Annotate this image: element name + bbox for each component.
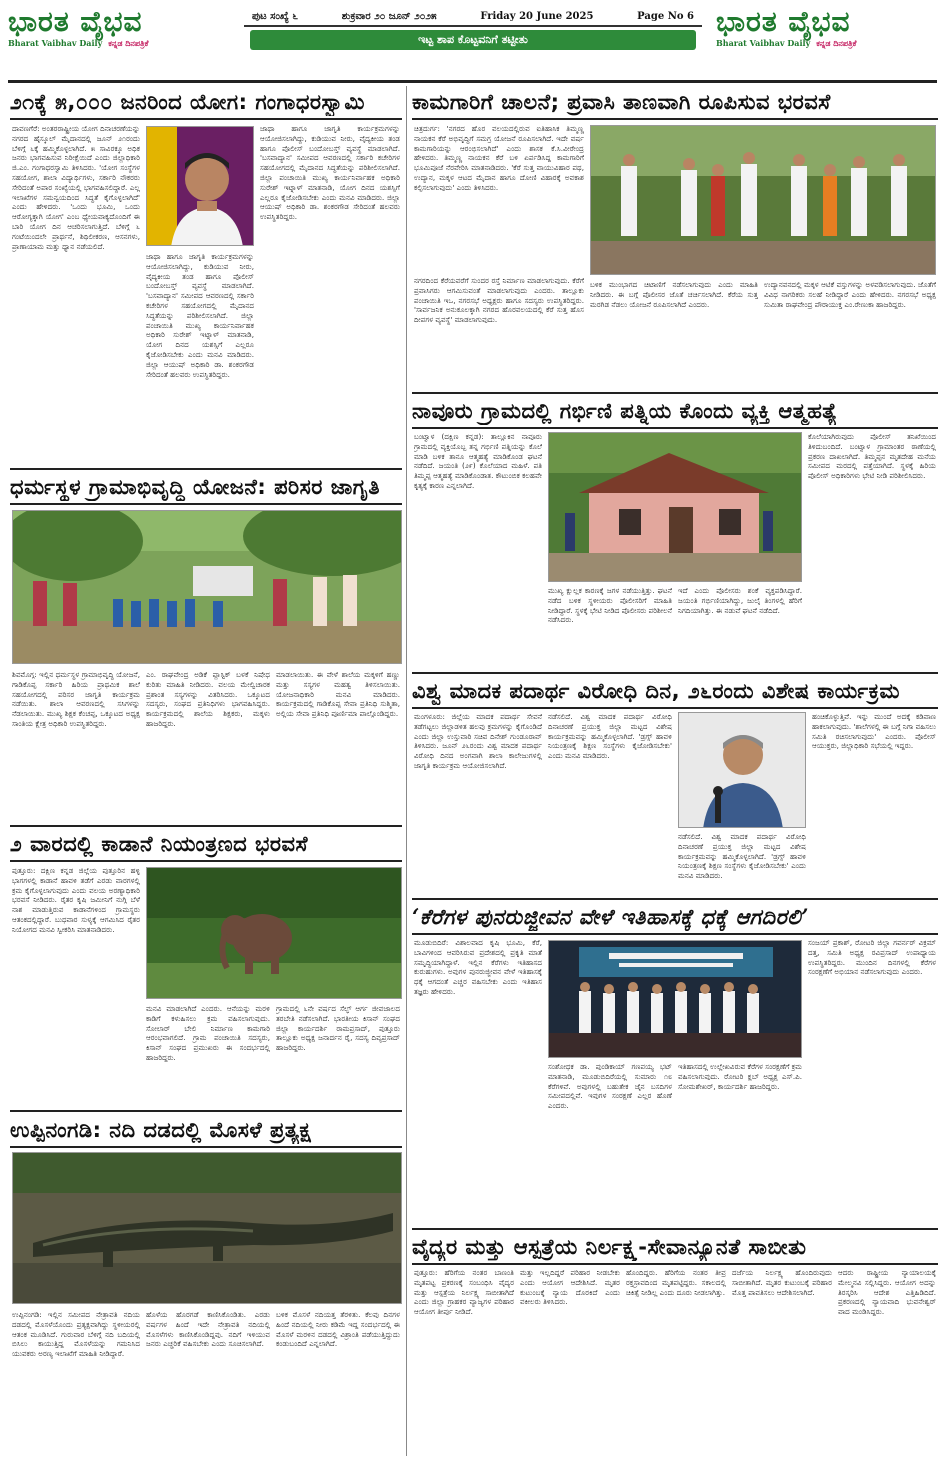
headline-work: ಕಾಮಗಾರಿಗೆ ಚಾಲನೆ; ಪ್ರವಾಸಿ ತಾಣವಾಗಿ ರೂಪಿಸುವ ಭರವಸೆ — [412, 90, 831, 114]
article-dharmasthala-col1: ಶಿವಮೊಗ್ಗ: ಇಲ್ಲಿನ ಧರ್ಮಸ್ಥಳ ಗ್ರಾಮಾಭಿವೃದ್ಧಿ ಯೋಜನೆ, ಗಾಡಿಕೊಪ್ಪ ಸರ್ಕಾರಿ ಹಿರಿಯ ಪ್ರಾಥಮಿಕ ಶಾಲೆ ಸಹಯೋಗದಲ್ಲಿ ಪರಿಸರ ಜಾಗೃತಿ ಕಾರ್ಯಕ್ರಮ ನಡೆಯಿತು. ಶಾಲಾ ಆವರಣದಲ್ಲಿ ಸಸಿಗಳನ್ನು ನೆಡಲಾಯಿತು. ಮುಖ್ಯ ಶಿಕ್ಷಕ ಕೆಂಚಪ್ಪ, ಒಕ್ಕೂಟದ ಅಧ್ಯಕ್ಷ ಸಾಂತಿಯ ಕ್ಷೇತ್ರ ಅಧಿಕಾರಿ ಉಪಸ್ಥಿತರಿದ್ದರು. — [12, 670, 140, 728]
headline-crocodile: ಉಪ್ಪಿನಂಗಡಿ: ನದಿ ದಡದಲ್ಲಿ ಮೊಸಳೆ ಪ್ರತ್ಯಕ್ಷ — [10, 1118, 312, 1142]
date-kn: ಶುಕ್ರವಾರ ೨೦ ಜೂನ್ ೨೦೨೫ — [341, 11, 437, 22]
headline-elephant: ೨ ವಾರದಲ್ಲಿ ಕಾಡಾನೆ ನಿಯಂತ್ರಣದ ಭರವಸೆ — [10, 832, 308, 856]
photo-dharmasthala-group — [12, 510, 402, 664]
section-rule — [10, 825, 402, 827]
article-hospital-col4: ದರ್ಜೆಯ ನಿರ್ಲಕ್ಷ್ಯ ಹೊಂದಿರುವುದು ಸಾಬೀತಾಗಿದೆ. ಮೃತರ ಕುಟುಂಬಕ್ಕೆ ಪರಿಹಾರ ಮೊತ್ತ ಪಾವತಿಸಲು ಆದೇಶಿಸಲಾಗಿದೆ. — [732, 1268, 832, 1297]
headline-rule — [412, 1263, 938, 1265]
headline-rule — [10, 860, 402, 862]
masthead-logo-subtitle: Bharat Vaibhav Daily — [716, 38, 811, 48]
section-rule — [412, 1228, 938, 1230]
article-yoga-col2: ಜಾಥಾ ಹಾಗೂ ಜಾಗೃತಿ ಕಾರ್ಯಕ್ರಮಗಳನ್ನು ಆಯೋಜಿಸಲಾಗಿದ್ದು, ಕುಡಿಯುವ ನೀರು, ವೈದ್ಯಕೀಯ ತಂಡ ಹಾಗೂ ಪೊಲೀಸ್ ಬಂದೋಬಸ್ತ್ ವ್ಯವಸ್ಥೆ ಮಾಡಲಾಗಿದೆ. 'ಬಸವಾದ್ಯಾನ' ಸಮೀಪದ ಆವರಣದಲ್ಲಿ ಸರ್ಕಾರಿ ಕಚೇರಿಗಳ ಸಹಯೋಗದಲ್ಲಿ ಮೈದಾನದ ಸಿದ್ಧತೆಯನ್ನು ಪರಿಶೀಲಿಸಲಾಗಿದೆ. ಜಿಲ್ಲಾ ಪಂಚಾಯಿತಿ ಮುಖ್ಯ ಕಾರ್ಯನಿರ್ವಾಹಕ ಅಧಿಕಾರಿ ಸುರೇಶ್ ಇಟ್ನಾಳ್ ಮಾತನಾಡಿ, ಯೋಗ ದಿನದ ಯಶಸ್ಸಿಗೆ ಎಲ್ಲರೂ ಕೈಜೋಡಿಸಬೇಕು ಎಂದು ಮನವಿ ಮಾಡಿದರು. ಜಿಲ್ಲಾ ಆಯುಷ್ ಅಧಿಕಾರಿ ಡಾ. ಶಂಕರಗೌಡ ಸೇರಿದಂತೆ ಹಲವರು ಉಪಸ್ಥಿತರಿದ್ದರು. — [146, 252, 254, 379]
masthead-logo-text: ಭಾರತ ವೈಭವ — [8, 5, 143, 38]
article-lakes-col3: ಇತಿಹಾಸದಲ್ಲಿ ಉಲ್ಲೇಖವಿರುವ ಕೆರೆಗಳ ಸಂರಕ್ಷಣೆಗೆ ಕ್ರಮ ವಹಿಸಲಾಗುವುದು. ರೋಟರಿ ಕ್ಲಬ್ ಅಧ್ಯಕ್ಷ ಎಸ್.ಪಿ. ಸೋಮಶೇಖರ್, ಕಾರ್ಯದರ್ಶಿ ಹಾಜರಿದ್ದರು. — [678, 1062, 802, 1091]
article-hospital-col5: ಆದರು ರಾಷ್ಟ್ರೀಯ ನ್ಯಾಯಾಲಯಕ್ಕೆ ಮೇಲ್ಮನವಿ ಸಲ್ಲಿಸಿದ್ದರು. ಆಯೋಗ ಅದನ್ನು ತಿರಸ್ಕರಿಸಿ ಆದೇಶ ಎತ್ತಿಹಿಡಿದಿದೆ. ಪ್ರಕರಣದಲ್ಲಿ ನ್ಯಾಯವಾದಿ ಭುವನೇಶ್ವರ್ ವಾದ ಮಂಡಿಸಿದ್ದರು. — [838, 1268, 936, 1317]
headline-drug-day: ವಿಶ್ವ ಮಾದಕ ಪದಾರ್ಥ ವಿರೋಧಿ ದಿನ, ೨೬ರಂದು ವಿಶೇಷ ಕಾರ್ಯಕ್ರಮ — [412, 679, 900, 703]
section-rule — [412, 672, 938, 674]
headline-rule — [412, 427, 938, 429]
headline-rule — [10, 118, 402, 120]
photo-minister — [678, 712, 806, 828]
photo-crocodile — [12, 1152, 402, 1304]
photo-lakes-event — [548, 940, 802, 1058]
article-crocodile-col2: ಹೊಳೆಯ ಹೊರಗಡೆ ಕಾಣಿಸಿಕೊಂಡಿತು. ಎರಡು ವರ್ಷಗಳ ಹಿಂದೆ ಇದೇ ನೇತ್ರಾವತಿ ನದಿಯಲ್ಲಿ ಮೊಸಳೆಗಳು ಕಾಣಿಸಿಕೊಂಡಿದ್ದವು. ನದಿಗೆ ಇಳಿಯುವ ಜನರು ಎಚ್ಚರಿಕೆ ವಹಿಸಬೇಕು ಎಂದು ಸೂಚಿಸಲಾಗಿದೆ. — [146, 1310, 270, 1349]
house-image — [549, 433, 802, 582]
page-number-kn: ಪುಟ ಸಂಖ್ಯೆ ೬ — [252, 11, 299, 22]
crocodile-image — [13, 1153, 402, 1304]
headline-hospital: ವೈದ್ಯರ ಮತ್ತು ಆಸ್ಪತ್ರೆಯ ನಿರ್ಲಕ್ಷ್ಯ-ಸೇವಾನ್ಯೂನತೆ ಸಾಬೀತು — [412, 1235, 807, 1259]
article-dharmasthala-col2: ಎಂ. ರಾಘವೇಂದ್ರ ಅಡಿಕೆ ಪ್ಲಾಸ್ಟಿಕ್ ಬಳಕೆ ನಿಷೇಧ ಕುರಿತು ಮಾಹಿತಿ ನೀಡಿದರು. ವಲಯ ಮೇಲ್ವಿಚಾರಕ ಪ್ರಶಾಂತ ಸಸ್ಯಗಳನ್ನು ವಿತರಿಸಿದರು. ಒಕ್ಕೂಟದ ಸದಸ್ಯರು, ಸಂಘದ ಪ್ರತಿನಿಧಿಗಳು ಭಾಗವಹಿಸಿದ್ದರು. ಕಾರ್ಯಕ್ರಮದಲ್ಲಿ ಶಾಲೆಯ ಶಿಕ್ಷಕರು, ಮಕ್ಕಳು ಹಾಜರಿದ್ದರು. — [146, 670, 270, 728]
article-work-col1: ಚಿತ್ರದುರ್ಗ: 'ನಗರದ ಹೊರ ವಲಯದಲ್ಲಿರುವ ಐತಿಹಾಸಿಕ ತಿಮ್ಮಣ್ಣ ನಾಯಕನ ಕೆರೆ ಅಭಿವೃದ್ಧಿಗೆ ಸಮಗ್ರ ಯೋಜನೆ ರೂಪಿಸಲಾಗಿದೆ. ಇದೇ ವರ್ಷ ಕಾಮಗಾರಿಯನ್ನು ಆರಂಭಿಸಲಾಗಿದೆ' ಎಂದು ಶಾಸಕ ಕೆ.ಸಿ.ವೀರೇಂದ್ರ ಹೇಳಿದರು. ತಿಮ್ಮಣ್ಣ ನಾಯಕನ ಕೆರೆ ಬಳಿ ಏರ್ಪಡಿಸಿದ್ದ ಕಾಮಗಾರಿಗೆ ಭೂಮಿಪೂಜೆ ನೆರವೇರಿಸಿ ಮಾತನಾಡಿದರು. 'ಕೆರೆ ಸುತ್ತ ವಾಯುವಿಹಾರ ಪಥ, ಉದ್ಯಾನ, ಮಕ್ಕಳ ಆಟದ ಮೈದಾನ ಹಾಗೂ ದೋಣಿ ವಿಹಾರಕ್ಕೆ ಅವಕಾಶ ಕಲ್ಪಿಸಲಾಗುವುದು' ಎಂದು ತಿಳಿಸಿದರು. — [414, 124, 584, 192]
article-work-col4: ಉದ್ಯಾನವನದಲ್ಲಿ ಮಕ್ಕಳ ಆಟಿಕೆ ವಸ್ತುಗಳನ್ನು ಅಳವಡಿಸಲಾಗುವುದು. ಜೊತೆಗೆ ವಿವಿಧ ನಾಗರಿಕರು ಸಲಹೆ ನೀಡಿದ್ದಾರೆ ಎಂದು ಹೇಳಿದರು. ನಗರಸಭೆ ಅಧ್ಯಕ್ಷ ಸುಮಿತಾ ರಾಘವೇಂದ್ರ ಪೌರಾಯುಕ್ತ ಎಂ.ರೇಣುಕಾ ಹಾಜರಿದ್ದರು. — [764, 280, 936, 309]
section-rule — [412, 392, 938, 394]
masthead-logo-subtitle: Bharat Vaibhav Daily — [8, 38, 103, 48]
headline-navur: ನಾವೂರು ಗ್ರಾಮದಲ್ಲಿ ಗರ್ಭಿಣಿ ಪತ್ನಿಯ ಕೊಂದು ವ್ಯಕ್ತಿ ಆತ್ಮಹತ್ಯೆ — [412, 399, 838, 423]
article-elephant-col1: ಪುತ್ತೂರು: ದಕ್ಷಿಣ ಕನ್ನಡ ಜಿಲ್ಲೆಯ ಪುತ್ತೂರಿನ ಹಳ್ಳಿ ಭಾಗಗಳಲ್ಲಿ ಕಾಡಾನೆ ಹಾವಳಿ ತಡೆಗೆ ಎರಡು ವಾರಗಳಲ್ಲಿ ಕ್ರಮ ಕೈಗೊಳ್ಳಲಾಗುವುದು ಎಂದು ವಲಯ ಅರಣ್ಯಾಧಿಕಾರಿ ಭರವಸೆ ನೀಡಿದರು. ರೈತರ ಕೃಷಿ ಜಮೀನಿಗೆ ನುಗ್ಗಿ ಬೆಳೆ ನಾಶ ಮಾಡುತ್ತಿರುವ ಕಾಡಾನೆಗಳಿಂದ ಗ್ರಾಮಸ್ಥರು ಆತಂಕದಲ್ಲಿದ್ದಾರೆ. ಬುಧವಾರ ಸುಳ್ಯಕ್ಕೆ ಆಗಮಿಸಿದ ರೈತರ ನಿಯೋಗದ ಮನವಿ ಸ್ವೀಕರಿಸಿ ಮಾತನಾಡಿದರು. — [12, 866, 140, 934]
masthead-rule — [8, 80, 937, 83]
article-dharmasthala-col3: ಮಾಡಲಾಯಿತು. ಈ ವೇಳೆ ಶಾಲೆಯ ಮಕ್ಕಳಿಗೆ ಹಣ್ಣು ಮತ್ತು ಸಸ್ಯಗಳ ಮಹತ್ವ ತಿಳಿಸಲಾಯಿತು. ಯೋಜನಾಧಿಕಾರಿ ಮನವಿ ಮಾಡಿದರು. ಕಾರ್ಯಕ್ರಮದಲ್ಲಿ ಗಾಡಿಕೊಪ್ಪ ಸೇವಾ ಪ್ರತಿನಿಧಿ ಸುಶ್ಮಿತಾ, ಅಲ್ಲಿಯ ಸೇವಾ ಪ್ರತಿನಿಧಿ ಪೂರ್ಣಿಮಾ ಪಾಲ್ಗೊಂಡಿದ್ದರು. — [276, 670, 400, 719]
article-drug-col4: ಹಂಚಿಕೊಳ್ಳುತ್ತಿವೆ. ಇನ್ನು ಮುಂದೆ ಅದಕ್ಕೆ ಕಡಿವಾಣ ಹಾಕಲಾಗುವುದು. 'ಶಾಲೆಗಳಲ್ಲಿ ಈ ಬಗ್ಗೆ ನಿಗಾ ವಹಿಸಲು ಸಮಿತಿ ರಚಿಸಲಾಗುವುದು' ಎಂದರು. ಪೊಲೀಸ್ ಆಯುಕ್ತರು, ಜಿಲ್ಲಾಧಿಕಾರಿ ಸಭೆಯಲ್ಲಿ ಇದ್ದರು. — [812, 712, 936, 751]
article-hospital-col3: ಹೊಂದಿದ್ದರು. ಹೆರಿಗೆಯ ನಂತರ ತೀವ್ರ ರಕ್ತಸ್ರಾವದಿಂದ ಮೃತಪಟ್ಟಿದ್ದರು. ಸಕಾಲದಲ್ಲಿ ಚಿಕಿತ್ಸೆ ನೀಡಿಲ್ಲ ಎಂದು ದೂರು ನೀಡಲಾಗಿತ್ತು. — [626, 1268, 726, 1297]
masthead-logo-left — [8, 6, 236, 62]
article-hospital-col2: ಮತ್ತು ಇಲ್ಲದಿದ್ದರೆ ಪರಿಹಾರ ನೀಡಬೇಕು ಎಂದು ಆಯೋಗ ಆದೇಶಿಸಿದೆ. ಮೃತರ ಕುಟುಂಬಕ್ಕೆ ನ್ಯಾಯ ದೊರಕಿದೆ ಎಂದು ವಕೀಲರು ತಿಳಿಸಿದರು. — [520, 1268, 620, 1307]
article-lakes-col2: ಸಂಶೋಧಕ ಡಾ. ಪುಂಡಿಕಾಯ್ ಗಣಪಯ್ಯ ಭಟ್ ಮಾತನಾಡಿ, ಮೂಡುಬಿದಿರೆಯಲ್ಲಿ ಸುಮಾರು ೧೮ ಕೆರೆಗಳಿವೆ. ಅವುಗಳಲ್ಲಿ ಬಹುತೇಕ ಜೈನ ಬಸದಿಗಳ ಸಮೀಪದಲ್ಲಿವೆ. ಇವುಗಳ ಸಂರಕ್ಷಣೆ ಎಲ್ಲರ ಹೊಣೆ ಎಂದರು. — [548, 1062, 672, 1111]
masthead-logo-text: ಭಾರತ ವೈಭವ — [716, 5, 851, 38]
masthead-logo-subtitle-kn: ಕನ್ನಡ ದಿನಪತ್ರಿಕೆ — [108, 38, 149, 48]
date-en: Friday 20 June 2025 — [480, 11, 594, 22]
headline-rule — [412, 933, 938, 935]
article-elephant-col3: ಗ್ರಾಮದಲ್ಲಿ ೬ನೇ ವರ್ಷದ ಸೆಲ್ಫ್ ಆರ್ಗ ಜೀವಜಾಲದ ತರಬೇತಿ ನಡೆಸಲಾಗಿದೆ. ಭಾರತೀಯ ಕಿಸಾನ್ ಸಂಘದ ಜಿಲ್ಲಾ ಕಾರ್ಯದರ್ಶಿ ರಾಮಪ್ರಸಾದ್, ಪುತ್ತೂರು ತಾಲ್ಲೂಕು ಅಧ್ಯಕ್ಷ ಜನಾರ್ದನ ರೈ, ಸದಸ್ಯ ದಿವ್ಯಪ್ರಸಾದ್ ಹಾಜರಿದ್ದರು. — [276, 1004, 400, 1053]
article-elephant-col2: ಮನವಿ ಮಾಡಲಾಗಿದೆ ಎಂದರು. ಆನೆಯನ್ನು ಮರಳಿ ಕಾಡಿಗೆ ಕಳುಹಿಸಲು ಕ್ರಮ ವಹಿಸಲಾಗುವುದು. ಸೋಲಾರ್ ಬೇಲಿ ನಿರ್ಮಾಣ ಕಾಮಗಾರಿ ಆರಂಭವಾಗಲಿದೆ. ಗ್ರಾಮ ಪಂಚಾಯಿತಿ ಸದಸ್ಯರು, ಕಿಸಾನ್ ಸಂಘದ ಪ್ರಮುಖರು ಈ ಸಂದರ್ಭದಲ್ಲಿ ಹಾಜರಿದ್ದರು. — [146, 1004, 270, 1062]
photo-elephant — [146, 867, 402, 999]
article-yoga-col3: ಜಾಥಾ ಹಾಗೂ ಜಾಗೃತಿ ಕಾರ್ಯಕ್ರಮಗಳನ್ನು ಆಯೋಜಿಸಲಾಗಿದ್ದು, ಕುಡಿಯುವ ನೀರು, ವೈದ್ಯಕೀಯ ತಂಡ ಹಾಗೂ ಪೊಲೀಸ್ ಬಂದೋಬಸ್ತ್ ವ್ಯವಸ್ಥೆ ಮಾಡಲಾಗಿದೆ. 'ಬಸವಾದ್ಯಾನ' ಸಮೀಪದ ಆವರಣದಲ್ಲಿ ಸರ್ಕಾರಿ ಕಚೇರಿಗಳ ಸಹಯೋಗದಲ್ಲಿ ಮೈದಾನದ ಸಿದ್ಧತೆಯನ್ನು ಪರಿಶೀಲಿಸಲಾಗಿದೆ. ಜಿಲ್ಲಾ ಪಂಚಾಯಿತಿ ಮುಖ್ಯ ಕಾರ್ಯನಿರ್ವಾಹಕ ಅಧಿಕಾರಿ ಸುರೇಶ್ ಇಟ್ನಾಳ್ ಮಾತನಾಡಿ, ಯೋಗ ದಿನದ ಯಶಸ್ಸಿಗೆ ಎಲ್ಲರೂ ಕೈಜೋಡಿಸಬೇಕು ಎಂದು ಮನವಿ ಮಾಡಿದರು. ಜಿಲ್ಲಾ ಆಯುಷ್ ಅಧಿಕಾರಿ ಡಾ. ಶಂಕರಗೌಡ ಸೇರಿದಂತೆ ಹಲವರು ಉಪಸ್ಥಿತರಿದ್ದರು. — [260, 124, 400, 222]
minister-image — [679, 713, 806, 828]
section-rule — [10, 468, 402, 470]
article-work-col3: ಬಳಿಕ ಮುಂಭಾಗದ ಚಿಟಾಣಿಗೆ ನಡೆಸಲಾಗುವುದು ಎಂದು ಮಾಹಿತಿ ನೀಡಿದರು. ಈ ಬಗ್ಗೆ ಪೊಲೀಸರ ಜೊತೆ ಚರ್ಚಿಸಲಾಗಿದೆ. ಕೆರೆಯ ಸುತ್ತ ಮರಗಿಡ ನೆಡಲು ಯೋಜನೆ ರೂಪಿಸಲಾಗಿದೆ ಎಂದರು. — [590, 280, 758, 309]
article-drug-col3: ನಡೆಸಲಿದೆ. ವಿಶ್ವ ಮಾದಕ ಪದಾರ್ಥ ವಿರೋಧಿ ದಿನಾಚರಣೆ ಪ್ರಯುಕ್ತ ಜಿಲ್ಲಾ ಮಟ್ಟದ ವಿಶೇಷ ಕಾರ್ಯಕ್ರಮವನ್ನು ಹಮ್ಮಿಕೊಳ್ಳಲಾಗಿದೆ. 'ಡ್ರಗ್ಸ್ ಹಾವಳಿ ನಿಯಂತ್ರಣಕ್ಕೆ ಶಿಕ್ಷಣ ಸಂಸ್ಥೆಗಳು ಕೈಜೋಡಿಸಬೇಕು' ಎಂದು ಮನವಿ ಮಾಡಿದರು. — [678, 832, 806, 881]
page-number-en: Page No 6 — [637, 11, 694, 22]
photo-work-inauguration — [590, 125, 936, 275]
headline-rule — [412, 118, 938, 120]
headline-yoga: ೨೧ಕ್ಕೆ ೫,೦೦೦ ಜನರಿಂದ ಯೋಗ: ಗಂಗಾಧರಸ್ವಾಮಿ — [10, 90, 365, 114]
article-work-col2: ನಗರದಿಂದ ಕೆರೆಯವರೆಗೆ ಸುಂದರ ರಸ್ತೆ ನಿರ್ಮಾಣ ಮಾಡಲಾಗುವುದು. ಕೆರೆಗೆ ಪ್ರವಾಸಿಗರು ಆಗಮಿಸುವಂತೆ ಮಾಡಲಾಗುವುದು ಎಂದರು. ತಾಲ್ಲೂಕು ಪಂಚಾಯಿತಿ ಇಒ, ನಗರಸಭೆ ಅಧ್ಯಕ್ಷರು ಹಾಗೂ ಸದಸ್ಯರು ಉಪಸ್ಥಿತರಿದ್ದರು. 'ಸಾರ್ವಜನಿಕ ಅನುಕೂಲಕ್ಕಾಗಿ ನಗರದ ಹೊರವಲಯದಲ್ಲಿ ಕೆರೆ ಸುತ್ತ ಹೊಸ ದೀಪಗಳ ವ್ಯವಸ್ಥೆ' ಮಾಡಲಾಗುವುದು. — [414, 276, 584, 325]
headline-rule — [10, 1146, 402, 1148]
section-rule — [10, 1110, 402, 1112]
article-navur-col1: ಬಂಟ್ವಾಳ (ದಕ್ಷಿಣ ಕನ್ನಡ): ತಾಲ್ಲೂಕಿನ ನಾವೂರು ಗ್ರಾಮದಲ್ಲಿ ವ್ಯಕ್ತಿಯೊಬ್ಬ ತನ್ನ ಗರ್ಭಿಣಿ ಪತ್ನಿಯನ್ನು ಕೊಲೆ ಮಾಡಿ ಬಳಿಕ ತಾನೂ ಆತ್ಮಹತ್ಯೆ ಮಾಡಿಕೊಂಡ ಘಟನೆ ನಡೆದಿದೆ. ಜಯಂತಿ (೨೯) ಕೊಲೆಯಾದ ಮಹಿಳೆ. ಪತಿ ತಿಮ್ಮಪ್ಪ ಆತ್ಮಹತ್ಯೆ ಮಾಡಿಕೊಂಡಾತ. ಕೌಟುಂಬಿಕ ಕಲಹವೇ ಕೃತ್ಯಕ್ಕೆ ಕಾರಣ ಎನ್ನಲಾಗಿದೆ. — [414, 432, 542, 490]
article-hospital-col1: ಪುತ್ತೂರು: ಹೆರಿಗೆಯ ನಂತರ ಬಾಣಂತಿ ಮೃತಪಟ್ಟ ಪ್ರಕರಣಕ್ಕೆ ಸಂಬಂಧಿಸಿ ವೈದ್ಯರ ಮತ್ತು ಆಸ್ಪತ್ರೆಯ ನಿರ್ಲಕ್ಷ್ಯ ಸಾಬೀತಾಗಿದೆ ಎಂದು ಜಿಲ್ಲಾ ಗ್ರಾಹಕರ ವ್ಯಾಜ್ಯಗಳ ಪರಿಹಾರ ಆಯೋಗ ತೀರ್ಪು ನೀಡಿದೆ. — [414, 1268, 514, 1317]
section-rule — [412, 898, 938, 900]
masthead-tagline: ಇಟ್ಟ ಶಾಪ ಕೊಟ್ಟವನಿಗೆ ತಟ್ಟೀತು — [250, 30, 696, 50]
event-stage-image — [549, 941, 802, 1058]
article-yoga-col1: ದಾವಣಗೆರೆ: ಅಂತರರಾಷ್ಟ್ರೀಯ ಯೋಗ ದಿನಾಚರಣೆಯನ್ನು ನಗರದ ಹೈಸ್ಕೂಲ್ ಮೈದಾನದಲ್ಲಿ ಜೂನ್ ೨೧ರಂದು ಬೆಳಿಗ್ಗೆ ೬ಕ್ಕೆ ಹಮ್ಮಿಕೊಳ್ಳಲಾಗಿದೆ. ೫ ಸಾವಿರಕ್ಕೂ ಅಧಿಕ ಜನರು ಭಾಗವಹಿಸುವ ನಿರೀಕ್ಷೆಯಿದೆ ಎಂದು ಜಿಲ್ಲಾಧಿಕಾರಿ ಜಿ.ಎಂ. ಗಂಗಾಧರಸ್ವಾಮಿ ತಿಳಿಸಿದರು. 'ಯೋಗ ಸಂಸ್ಥೆಗಳ ಸಹಯೋಗ, ಶಾಲಾ ವಿದ್ಯಾರ್ಥಿಗಳು, ಸರ್ಕಾರಿ ನೌಕರರು ಸೇರಿದಂತೆ ಅಪಾರ ಸಂಖ್ಯೆಯಲ್ಲಿ ಭಾಗವಹಿಸಲಿದ್ದಾರೆ. ಎಲ್ಲ ಇಲಾಖೆಗಳ ಸಮನ್ವಯದಿಂದ ಸಿದ್ಧತೆ ಕೈಗೊಳ್ಳಲಾಗಿದೆ' ಎಂದು ಹೇಳಿದರು. 'ಒಂದು ಭೂಮಿ, ಒಂದು ಆರೋಗ್ಯಕ್ಕಾಗಿ ಯೋಗ' ಎಂಬ ಧ್ಯೇಯವಾಕ್ಯದೊಂದಿಗೆ ಈ ಬಾರಿ ಯೋಗ ದಿನ ಆಚರಿಸಲಾಗುತ್ತಿದೆ. ಬೆಳಿಗ್ಗೆ ೬ ಗಂಟೆಯಿಂದಲೇ ಪ್ರಾರ್ಥನೆ, ಶಿಥಿಲೀಕರಣ, ಆಸನಗಳು, ಪ್ರಾಣಾಯಾಮ ಮತ್ತು ಧ್ಯಾನ ನಡೆಯಲಿದೆ. — [12, 124, 140, 251]
portrait-image — [147, 127, 254, 246]
inauguration-image — [591, 126, 936, 275]
photo-navur-house — [548, 432, 802, 582]
headline-rule — [412, 707, 938, 709]
article-drug-col2: ನಡೆಸಲಿದೆ. ವಿಶ್ವ ಮಾದಕ ಪದಾರ್ಥ ವಿರೋಧಿ ದಿನಾಚರಣೆ ಪ್ರಯುಕ್ತ ಜಿಲ್ಲಾ ಮಟ್ಟದ ವಿಶೇಷ ಕಾರ್ಯಕ್ರಮವನ್ನು ಹಮ್ಮಿಕೊಳ್ಳಲಾಗಿದೆ. 'ಡ್ರಗ್ಸ್ ಹಾವಳಿ ನಿಯಂತ್ರಣಕ್ಕೆ ಶಿಕ್ಷಣ ಸಂಸ್ಥೆಗಳು ಕೈಜೋಡಿಸಬೇಕು' ಎಂದು ಮನವಿ ಮಾಡಿದರು. — [548, 712, 672, 761]
masthead-center — [244, 8, 702, 68]
group-photo-image — [13, 511, 402, 664]
column-divider — [406, 86, 407, 1456]
article-navur-col3: ಇದೆ ಎಂದು ಪೊಲೀಸರು ಶಂಕೆ ವ್ಯಕ್ತಪಡಿಸಿದ್ದಾರೆ. ಜಯಂತಿ ಗರ್ಭಿಣಿಯಾಗಿದ್ದು, ಜುಲೈ ತಿಂಗಳಲ್ಲಿ ಹೆರಿಗೆ ನಿಗದಿಯಾಗಿತ್ತು. ಈ ನಡುವೆ ಘಟನೆ ನಡೆದಿದೆ. — [678, 586, 802, 615]
article-crocodile-col3: ಬಳಿಕ ಮೊಸಳೆ ನದಿಯತ್ತ ತೆರಳಿತು. ಕೆಲವು ದಿನಗಳ ಹಿಂದೆ ನದಿಯಲ್ಲಿ ನೀರು ಕಡಿಮೆ ಇದ್ದ ಸಂದರ್ಭದಲ್ಲಿ ಈ ಮೊಸಳೆ ಮರಳಿನ ದಡದಲ್ಲಿ ವಿಶ್ರಾಂತಿ ಪಡೆಯುತ್ತಿದ್ದುದು ಕಂಡುಬಂದಿದೆ ಎನ್ನಲಾಗಿದೆ. — [276, 1310, 400, 1349]
article-drug-col1: ಮಂಗಳೂರು: ಜಿಲ್ಲೆಯ ಮಾದಕ ಪದಾರ್ಥ ಸೇವನೆ ತಡೆಗಟ್ಟಲು ಜಿಲ್ಲಾಡಳಿತ ಹಲವು ಕ್ರಮಗಳನ್ನು ಕೈಗೊಂಡಿದೆ ಎಂದು ಜಿಲ್ಲಾ ಉಸ್ತುವಾರಿ ಸಚಿವ ದಿನೇಶ್ ಗುಂಡೂರಾವ್ ತಿಳಿಸಿದರು. ಜೂನ್ ೨೬ರಂದು ವಿಶ್ವ ಮಾದಕ ಪದಾರ್ಥ ವಿರೋಧಿ ದಿನದ ಅಂಗವಾಗಿ ಶಾಲಾ ಕಾಲೇಜುಗಳಲ್ಲಿ ಜಾಗೃತಿ ಕಾರ್ಯಕ್ರಮ ಆಯೋಜಿಸಲಾಗಿದೆ. — [414, 712, 542, 770]
masthead-logo-subtitle-kn: ಕನ್ನಡ ದಿನಪತ್ರಿಕೆ — [816, 38, 857, 48]
headline-rule — [10, 503, 402, 505]
headline-dharmasthala: ಧರ್ಮಸ್ಥಳ ಗ್ರಾಮಾಭಿವೃದ್ಧಿ ಯೋಜನೆ: ಪರಿಸರ ಜಾಗೃತಿ — [10, 475, 381, 499]
article-lakes-col4: ಸಂಜಯ್ ಪ್ರಕಾಶ್, ರೋಟರಿ ಜಿಲ್ಲಾ ಗವರ್ನರ್ ವಿಕ್ರಮ್ ದತ್ತ, ಸಮಿತಿ ಅಧ್ಯಕ್ಷ ರವಿಪ್ರಸಾದ್ ಉಪಾಧ್ಯಾಯ ಉಪಸ್ಥಿತರಿದ್ದರು. ಮುಂದಿನ ದಿನಗಳಲ್ಲಿ ಕೆರೆಗಳ ಸಂರಕ್ಷಣೆಗೆ ಅಭಿಯಾನ ನಡೆಸಲಾಗುವುದು ಎಂದರು. — [808, 938, 936, 977]
headline-lakes: ‘ಕೆರೆಗಳ ಪುನರುಜ್ಜೀವನ ವೇಳೆ ಇತಿಹಾಸಕ್ಕೆ ಧಕ್ಕೆ ಆಗದಿರಲಿ’ — [412, 904, 809, 929]
masthead-logo-right — [716, 6, 938, 62]
elephant-image — [147, 868, 402, 999]
article-navur-col4: ಕೊಲೆಯಾಗಿರುವುದು ಪೊಲೀಸ್ ತನಿಖೆಯಿಂದ ತಿಳಿದುಬಂದಿದೆ. ಬಂಟ್ವಾಳ ಗ್ರಾಮಾಂತರ ಠಾಣೆಯಲ್ಲಿ ಪ್ರಕರಣ ದಾಖಲಾಗಿದೆ. ತಿಮ್ಮಪ್ಪನ ಮೃತದೇಹ ಮನೆಯ ಸಮೀಪದ ಮರದಲ್ಲಿ ಪತ್ತೆಯಾಗಿದೆ. ಸ್ಥಳಕ್ಕೆ ಹಿರಿಯ ಪೊಲೀಸ್ ಅಧಿಕಾರಿಗಳು ಭೇಟಿ ನೀಡಿ ಪರಿಶೀಲಿಸಿದರು. — [808, 432, 936, 481]
article-lakes-col1: ಮೂಡುಬಿದಿರೆ: ವಿಶಾಲವಾದ ಕೃಷಿ ಭೂಮಿ, ಕೆರೆ, ಬಾವಿಗಳಿಂದ ಆವರಿಸಿರುವ ಪ್ರದೇಶದಲ್ಲಿ ಪ್ರಕೃತಿ ಮಾತೆ ಸಮೃದ್ಧಿಯಾಗಿದ್ದಾಳೆ. ಇಲ್ಲಿನ ಕೆರೆಗಳು ಇತಿಹಾಸದ ಕುರುಹುಗಳು. ಅವುಗಳ ಪುನರುಜ್ಜೀವನ ವೇಳೆ ಇತಿಹಾಸಕ್ಕೆ ಧಕ್ಕೆ ಆಗದಂತೆ ಎಚ್ಚರ ವಹಿಸಬೇಕು ಎಂದು ಇತಿಹಾಸ ತಜ್ಞರು ಹೇಳಿದರು. — [414, 938, 542, 996]
photo-gangadharaswamy — [146, 126, 254, 246]
article-crocodile-col1: ಉಪ್ಪಿನಂಗಡಿ: ಇಲ್ಲಿನ ಸಮೀಪದ ನೇತ್ರಾವತಿ ನದಿಯ ದಡದಲ್ಲಿ ಮೊಸಳೆಯೊಂದು ಪ್ರತ್ಯಕ್ಷವಾಗಿದ್ದು ಸ್ಥಳೀಯರಲ್ಲಿ ಆತಂಕ ಮೂಡಿಸಿದೆ. ಗುರುವಾರ ಬೆಳಿಗ್ಗೆ ನದಿ ಬದಿಯಲ್ಲಿ ಬಿಸಿಲು ಕಾಯುತ್ತಿದ್ದ ಮೊಸಳೆಯನ್ನು ಗಮನಿಸಿದ ಯುವಕರು ಅರಣ್ಯ ಇಲಾಖೆಗೆ ಮಾಹಿತಿ ನೀಡಿದ್ದಾರೆ. — [12, 1310, 140, 1359]
article-navur-col2: ಮುಖ್ಯ ಕ್ಷುಲ್ಲಕ ಕಾರಣಕ್ಕೆ ಜಗಳ ನಡೆಯುತ್ತಿತ್ತು. ಘಟನೆ ನಡೆದ ಬಳಿಕ ಸ್ಥಳೀಯರು ಪೊಲೀಸರಿಗೆ ಮಾಹಿತಿ ನೀಡಿದ್ದಾರೆ. ಸ್ಥಳಕ್ಕೆ ಭೇಟಿ ನೀಡಿದ ಪೊಲೀಸರು ಪರಿಶೀಲನೆ ನಡೆಸಿದರು. — [548, 586, 672, 625]
